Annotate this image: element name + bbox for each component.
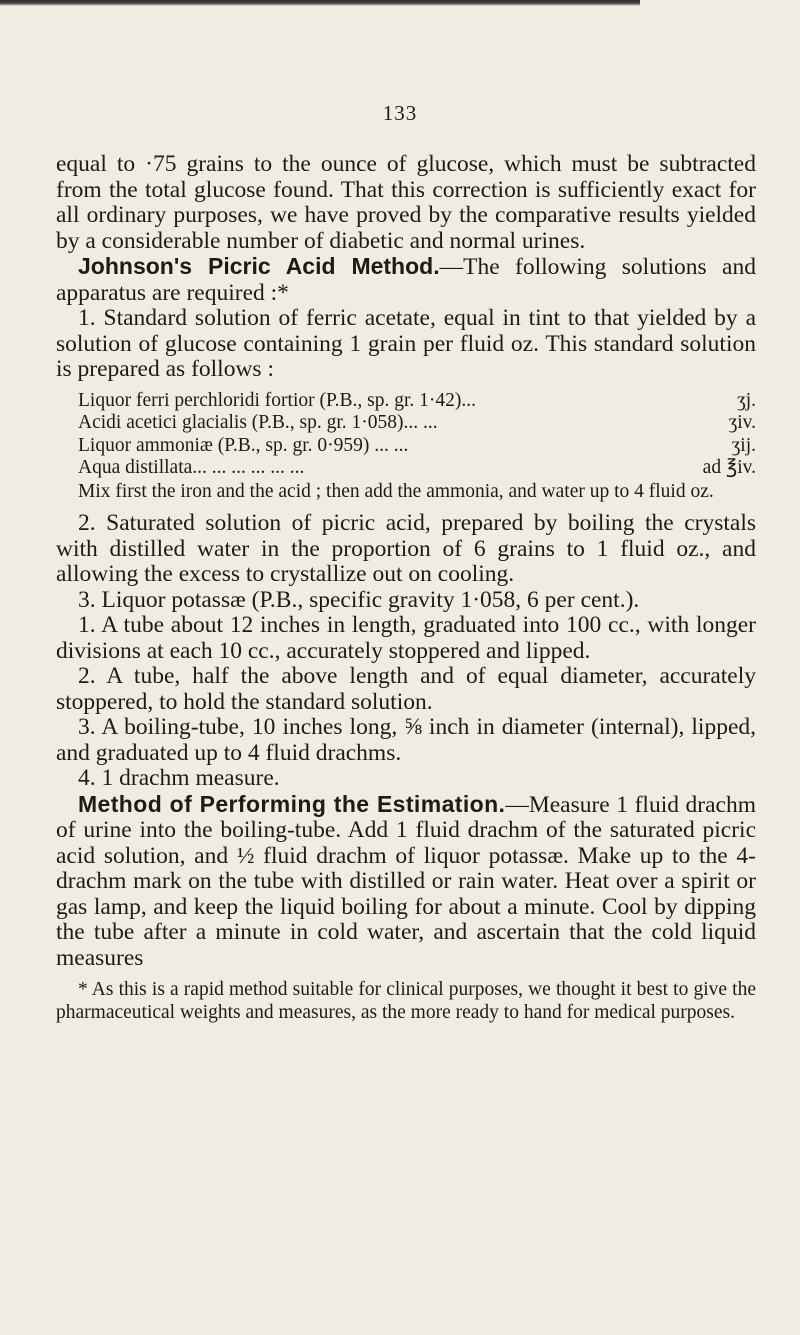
section-heading-johnson-method: Johnson's Picric Acid Method. — [78, 253, 440, 279]
paragraph-johnson-method — [56, 254, 756, 306]
recipe-quantity: ʒj. — [737, 389, 756, 411]
paragraph-estimation-method — [56, 792, 756, 972]
estimation-method-text: —Measure 1 fluid drachm of urine into the boiling-tube. Add 1 fluid drachm of the saturated picric acid solution, and ½ fluid drachm of liquor potassæ. Make up to the 4-drachm mark on the tube with distilled or rain water. Heat over a spirit or gas lamp, and keep the liquid boiling for about a minute. Cool by dipping the tube after a minute in cold water, and ascertain that the cold liquid measures — [56, 791, 756, 971]
solution-item-2: 2. Saturated solution of picric acid, prepared by boiling the crystals with distilled water in the proportion of 6 grains to 1 fluid oz., and allowing the excess to crystallize out on cooling. — [56, 510, 756, 587]
recipe-ingredient: Liquor ammoniæ (P.B., sp. gr. 0·959) ... ... — [78, 434, 409, 456]
recipe-ingredient: Aqua distillata... ... ... ... ... ... — [78, 457, 305, 478]
apparatus-item-3: 3. A boiling-tube, 10 inches long, ⅝ inch in diameter (internal), lipped, and graduated up to 4 fluid drachms. — [56, 714, 756, 766]
paragraph-correction: equal to ·75 grains to the ounce of glucose, which must be subtracted from the total glucose found. That this correction is sufficiently exact for all ordinary purposes, we have proved by the comparative results yielded by a considerable number of diabetic and normal urines. — [56, 151, 756, 254]
recipe-block — [56, 390, 756, 504]
apparatus-item-4: 4. 1 drachm measure. — [78, 765, 280, 791]
solution-item-1: 1. Standard solution of ferric acetate, equal in tint to that yielded by a solution of glucose containing 1 grain per fluid oz. This standard solution is prepared as follows : — [56, 305, 756, 382]
mixing-instructions: Mix first the iron and the acid ; then add the ammonia, and water up to 4 fluid oz. — [78, 480, 714, 502]
recipe-line — [56, 457, 756, 480]
top-edge-rule — [0, 0, 640, 6]
footnote: * As this is a rapid method suitable for clinical purposes, we thought it best to give the pharmaceutical weights and measures, as the more ready to hand for medical purposes. — [56, 979, 756, 1023]
page-body — [56, 152, 756, 1024]
recipe-line — [56, 412, 756, 435]
recipe-ingredient: Acidi acetici glacialis (P.B., sp. gr. 1·058)... ... — [78, 412, 438, 433]
recipe-line — [56, 435, 756, 458]
recipe-quantity: ʒiv. — [728, 412, 756, 433]
recipe-quantity: ʒij. — [731, 434, 756, 456]
page-number: 133 — [382, 101, 418, 125]
recipe-quantity: ad ℥iv. — [702, 457, 756, 478]
recipe-ingredient: Liquor ferri perchloridi fortior (P.B., sp. gr. 1·42)... — [78, 389, 477, 411]
apparatus-item-2: 2. A tube, half the above length and of equal diameter, accurately stoppered, to hold the standard solution. — [56, 663, 756, 715]
recipe-line — [56, 390, 756, 413]
solution-item-3: 3. Liquor potassæ (P.B., specific gravity 1·058, 6 per cent.). — [78, 586, 640, 613]
section-heading-estimation-method: Method of Performing the Estimation. — [78, 790, 506, 817]
section-intro-text: —The following solutions and apparatus are required :* — [56, 254, 756, 306]
apparatus-item-1: 1. A tube about 12 inches in length, graduated into 100 cc., with longer divisions at each 10 cc., accurately stoppered and lipped. — [56, 612, 756, 664]
